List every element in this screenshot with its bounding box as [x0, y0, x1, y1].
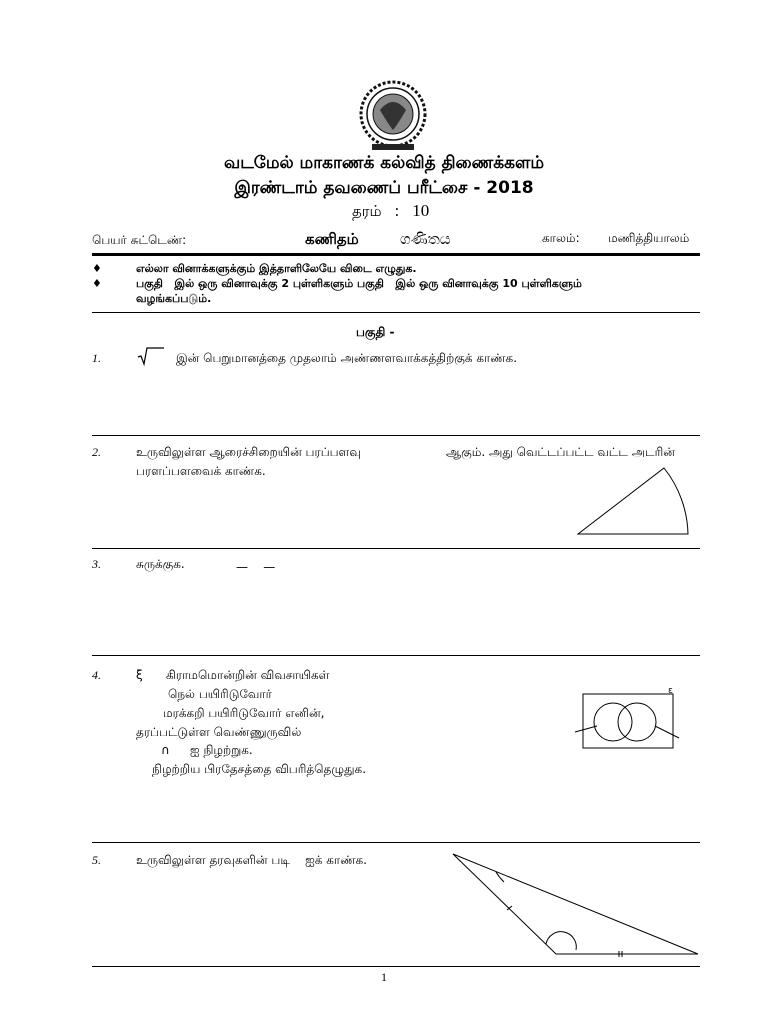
sector-figure — [576, 466, 696, 536]
question-text: இன் பெறுமானத்தை முதலாம் அண்ணளவாக்கத்திற்குக் காண்க. — [176, 351, 518, 365]
subject-sinhala: ගණිතය — [400, 230, 451, 248]
question-text: பரளப்பளவைக் காண்க. — [136, 464, 266, 478]
question-text: தரப்பட்டுள்ள வெண்ணுருவில் — [136, 725, 302, 739]
question-text: ஐ நிழற்றுக. — [190, 743, 253, 757]
question-number: 5. — [92, 853, 101, 867]
question-text: நெல் பயிரிடுவோர் — [168, 687, 272, 701]
question-text: நிழற்றிய பிரதேசத்தை விபரித்தெழுதுக. — [152, 762, 367, 776]
instruction-bullet: ♦ — [92, 262, 102, 275]
instruction-bullet: ♦ — [92, 277, 102, 290]
question-text: கிராமமொன்றின் விவசாயிகள் — [166, 668, 330, 682]
square-root-icon — [137, 347, 165, 365]
emblem-seal — [358, 80, 428, 152]
question-number: 3. — [92, 557, 101, 571]
triangle-figure — [452, 852, 702, 958]
question-number: 2. — [92, 445, 101, 459]
department-title: வடமேல் மாகாணக் கல்வித் திணைக்களம் — [223, 153, 545, 173]
question-number: 4. — [92, 668, 101, 682]
subject-tamil: கணிதம் — [305, 230, 359, 248]
question-text: மரக்கறி பயிரிடுவோர் எனின், — [163, 706, 325, 720]
grade-label: தரம் — [352, 202, 382, 220]
question-divider — [92, 435, 700, 436]
fraction-blanks: — — — [236, 560, 276, 574]
instructions-rule — [92, 312, 700, 313]
header-rule-thick — [92, 253, 700, 256]
time-value: மணித்தியாலம் — [608, 231, 690, 245]
instruction-text-cont: வழங்கப்படும். — [136, 292, 212, 305]
venn-universal-label: ε — [668, 686, 673, 696]
question-divider — [92, 842, 700, 843]
question-number: 1. — [92, 351, 101, 365]
page-number: 1 — [381, 970, 387, 984]
question-divider — [92, 548, 700, 549]
intersection-symbol: ∩ — [161, 743, 170, 757]
grade-line — [352, 201, 429, 222]
venn-diagram — [575, 692, 685, 752]
instruction-text: எல்லா வினாக்களுக்கும் இத்தாளிலேயே விடை எழுதுக. — [136, 262, 417, 275]
time-label: காலம்: — [542, 231, 580, 245]
exam-title: இரண்டாம் தவணைப் பரீட்சை - 2018 — [234, 178, 534, 198]
question-text: ஆகும். அது வெட்டப்பட்ட வட்ட அடரின் — [446, 445, 675, 459]
instruction-text: பகுதி இல் ஒரு வினாவுக்கு 2 புள்ளிகளும் பகுதி இல் ஒரு வினாவுக்கு 10 புள்ளிகளும் — [136, 277, 582, 290]
question-text: உருவிலுள்ள தரவுகளின் படி ஐக் காண்க. — [136, 853, 367, 867]
question-text: உருவிலுள்ள ஆரைச்சிறையின் பரப்பளவு — [136, 445, 361, 459]
grade-value: 10 — [412, 201, 430, 220]
universal-set-symbol: ξ — [136, 668, 143, 682]
name-label: பெயர் சுட்டெண்: — [92, 233, 187, 247]
question-divider — [92, 655, 700, 656]
grade-separator: : — [394, 202, 400, 220]
question-text: சுருக்குக. — [136, 557, 185, 571]
footer-rule — [92, 966, 700, 967]
section-title: பகுதி - — [356, 325, 395, 339]
